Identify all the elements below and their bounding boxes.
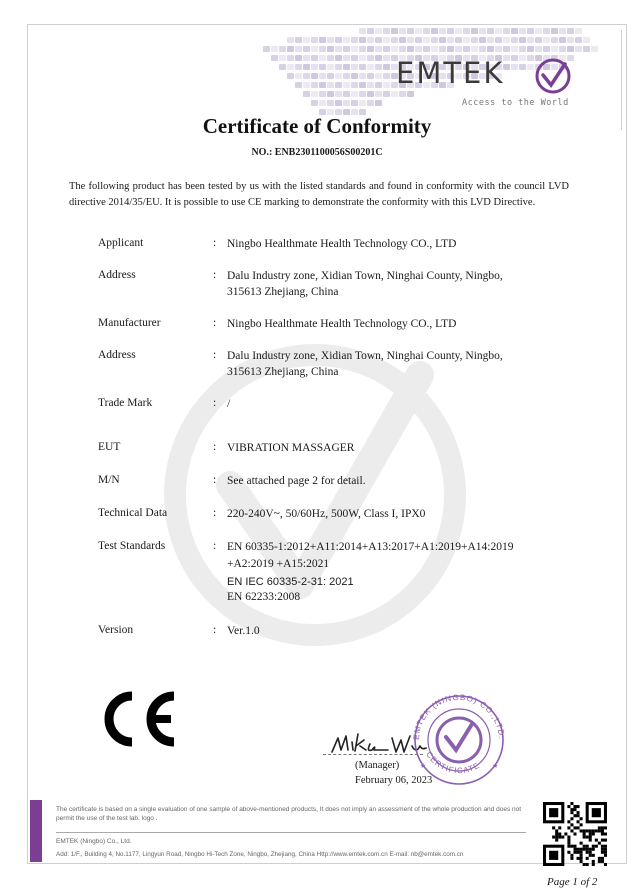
map-dot xyxy=(367,28,374,34)
map-dot xyxy=(407,37,414,43)
map-dot xyxy=(319,64,326,70)
test-standard-line3: EN IEC 60335-2-31: 2021 xyxy=(227,576,354,588)
version-value: Ver.1.0 xyxy=(227,625,260,637)
map-dot xyxy=(311,46,318,52)
map-dot xyxy=(359,28,366,34)
map-dot xyxy=(287,55,294,61)
map-dot xyxy=(319,100,326,106)
map-dot xyxy=(375,28,382,34)
applicant-address-line1: Dalu Industry zone, Xidian Town, Ninghai County, Ningbo, xyxy=(227,270,503,282)
svg-text:★: ★ xyxy=(420,762,427,770)
map-dot xyxy=(511,46,518,52)
map-dot xyxy=(343,73,350,79)
map-dot xyxy=(551,37,558,43)
map-dot xyxy=(351,100,358,106)
map-dot xyxy=(311,82,318,88)
map-dot xyxy=(431,46,438,52)
map-dot xyxy=(327,91,334,97)
trade-mark-value: / xyxy=(227,398,231,410)
map-dot xyxy=(319,82,326,88)
map-dot xyxy=(343,64,350,70)
map-dot xyxy=(311,64,318,70)
brand-name: EMTEK xyxy=(396,56,505,90)
map-dot xyxy=(343,91,350,97)
map-dot xyxy=(311,73,318,79)
map-dot xyxy=(287,64,294,70)
map-dot xyxy=(487,28,494,34)
map-dot xyxy=(295,82,302,88)
map-dot xyxy=(495,46,502,52)
map-dot xyxy=(543,37,550,43)
map-dot xyxy=(359,55,366,61)
map-dot xyxy=(375,46,382,52)
map-dot xyxy=(567,37,574,43)
map-dot xyxy=(583,46,590,52)
emtek-logo xyxy=(396,56,586,116)
map-dot xyxy=(319,37,326,43)
map-dot xyxy=(527,37,534,43)
map-dot xyxy=(535,46,542,52)
address-label: Address xyxy=(98,269,136,281)
map-dot xyxy=(479,37,486,43)
map-dot xyxy=(399,37,406,43)
map-dot xyxy=(295,73,302,79)
map-dot xyxy=(383,73,390,79)
map-dot xyxy=(311,91,318,97)
map-dot xyxy=(327,55,334,61)
map-dot xyxy=(407,46,414,52)
map-dot xyxy=(359,82,366,88)
map-dot xyxy=(383,82,390,88)
qr-code-icon xyxy=(543,802,607,866)
map-dot xyxy=(423,37,430,43)
map-dot xyxy=(447,28,454,34)
map-dot xyxy=(343,46,350,52)
map-dot xyxy=(343,100,350,106)
manufacturer-address-line1: Dalu Industry zone, Xidian Town, Ninghai County, Ningbo, xyxy=(227,350,503,362)
certificate-title: Certificate of Conformity xyxy=(202,114,432,138)
map-dot xyxy=(303,91,310,97)
footer-disclaimer: The certificate is based on a single evaluation of one sample of above-mentioned products, It does not imply an assessment of the whole production and does not permit the use of the test lab. logo . xyxy=(56,806,522,822)
separator: : xyxy=(213,317,217,329)
map-dot xyxy=(359,91,366,97)
map-dot xyxy=(359,37,366,43)
manufacturer-address-line2: 315613 Zhejiang, China xyxy=(227,366,339,378)
map-dot xyxy=(383,64,390,70)
map-dot xyxy=(335,100,342,106)
map-dot xyxy=(391,28,398,34)
map-dot xyxy=(343,55,350,61)
map-dot xyxy=(487,46,494,52)
map-dot xyxy=(487,37,494,43)
map-dot xyxy=(575,37,582,43)
map-dot xyxy=(519,28,526,34)
test-standard-line2: +A2:2019 +A15:2021 xyxy=(227,558,330,570)
map-dot xyxy=(559,46,566,52)
map-dot xyxy=(279,46,286,52)
test-standard-line1: EN 60335-1:2012+A11:2014+A13:2017+A1:2019+A14:2019 xyxy=(227,541,514,553)
map-dot xyxy=(511,28,518,34)
signatory-title: (Manager) xyxy=(355,760,400,771)
svg-text:EMTEK (NINGBO) CO.,LTD.: EMTEK (NINGBO) CO.,LTD. xyxy=(411,692,507,741)
map-dot xyxy=(383,91,390,97)
map-dot xyxy=(367,100,374,106)
map-dot xyxy=(575,28,582,34)
map-dot xyxy=(455,28,462,34)
map-dot xyxy=(319,46,326,52)
certificate-number: NO.: ENB2301100056S00201C xyxy=(251,147,383,158)
manufacturer-label: Manufacturer xyxy=(98,317,161,329)
map-dot xyxy=(335,55,342,61)
separator: : xyxy=(213,397,217,409)
map-dot xyxy=(295,37,302,43)
map-dot xyxy=(479,46,486,52)
brand-tagline: Access to the World xyxy=(462,98,569,108)
map-dot xyxy=(583,37,590,43)
map-dot xyxy=(335,46,342,52)
map-dot xyxy=(351,37,358,43)
map-dot xyxy=(303,64,310,70)
watermark-check-icon xyxy=(160,335,470,655)
map-dot xyxy=(535,28,542,34)
map-dot xyxy=(455,46,462,52)
map-dot xyxy=(375,91,382,97)
map-dot xyxy=(351,91,358,97)
map-dot xyxy=(311,100,318,106)
map-dot xyxy=(559,37,566,43)
map-dot xyxy=(367,82,374,88)
map-dot xyxy=(375,55,382,61)
map-dot xyxy=(343,82,350,88)
map-dot xyxy=(439,46,446,52)
version-label: Version xyxy=(98,624,134,636)
map-dot xyxy=(367,73,374,79)
map-dot xyxy=(351,73,358,79)
map-dot xyxy=(375,37,382,43)
footer-address: Add: 1/F., Building 4, No.1177, Lingyun Road, Ningbo Hi-Tech Zone, Ningbo, Zhejiang, China Http://www.emtek.com.cn E-mail: nb@emtek.com.cn xyxy=(56,851,464,858)
map-dot xyxy=(311,37,318,43)
address-label: Address xyxy=(98,349,136,361)
map-dot xyxy=(311,55,318,61)
separator: : xyxy=(213,624,217,636)
map-dot xyxy=(295,46,302,52)
applicant-address-line2: 315613 Zhejiang, China xyxy=(227,286,339,298)
map-dot xyxy=(551,46,558,52)
map-dot xyxy=(463,28,470,34)
map-dot xyxy=(567,28,574,34)
map-dot xyxy=(367,46,374,52)
map-dot xyxy=(359,73,366,79)
map-dot xyxy=(351,64,358,70)
map-dot xyxy=(351,46,358,52)
eut-label: EUT xyxy=(98,441,121,453)
map-dot xyxy=(359,46,366,52)
map-dot xyxy=(527,28,534,34)
map-dot xyxy=(431,28,438,34)
map-dot xyxy=(479,28,486,34)
map-dot xyxy=(367,55,374,61)
map-dot xyxy=(319,73,326,79)
map-dot xyxy=(335,73,342,79)
separator: : xyxy=(213,269,217,281)
map-dot xyxy=(431,37,438,43)
map-dot xyxy=(463,46,470,52)
map-dot xyxy=(471,46,478,52)
map-dot xyxy=(287,46,294,52)
map-dot xyxy=(591,46,598,52)
map-dot xyxy=(503,28,510,34)
map-dot xyxy=(399,28,406,34)
map-dot xyxy=(391,46,398,52)
map-dot xyxy=(559,28,566,34)
map-dot xyxy=(423,46,430,52)
map-dot xyxy=(359,64,366,70)
map-dot xyxy=(327,100,334,106)
map-dot xyxy=(327,64,334,70)
separator: : xyxy=(213,507,217,519)
map-dot xyxy=(495,37,502,43)
issue-date: February 06, 2023 xyxy=(355,775,433,786)
map-dot xyxy=(495,28,502,34)
page-number: Page 1 of 2 xyxy=(547,876,598,888)
map-dot xyxy=(551,28,558,34)
map-dot xyxy=(351,82,358,88)
map-dot xyxy=(447,46,454,52)
model-number-label: M/N xyxy=(98,474,120,486)
map-dot xyxy=(503,37,510,43)
map-dot xyxy=(391,37,398,43)
map-dot xyxy=(271,46,278,52)
company-seal-stamp xyxy=(404,688,514,788)
map-dot xyxy=(327,37,334,43)
map-dot xyxy=(335,82,342,88)
map-dot xyxy=(287,37,294,43)
map-dot xyxy=(327,73,334,79)
map-dot xyxy=(383,37,390,43)
map-dot xyxy=(367,64,374,70)
checkmark-circle-icon xyxy=(534,56,574,96)
map-dot xyxy=(503,46,510,52)
map-dot xyxy=(303,55,310,61)
trade-mark-label: Trade Mark xyxy=(98,397,153,409)
intro-paragraph: The following product has been tested by us with the listed standards and found in conformity with the council LVD directive 2014/35/EU. It is possible to use CE marking to demonstrate the conformity with this LVD Directive. xyxy=(69,181,569,208)
footer-divider xyxy=(56,832,526,833)
map-dot xyxy=(367,91,374,97)
svg-text:CERTIFICATE: CERTIFICATE xyxy=(424,750,482,776)
eut-value: VIBRATION MASSAGER xyxy=(227,442,355,454)
map-dot xyxy=(415,46,422,52)
map-dot xyxy=(463,37,470,43)
map-dot xyxy=(351,55,358,61)
map-dot xyxy=(543,46,550,52)
separator: : xyxy=(213,441,217,453)
map-dot xyxy=(303,73,310,79)
map-dot xyxy=(423,28,430,34)
map-dot xyxy=(527,46,534,52)
map-dot xyxy=(383,55,390,61)
map-dot xyxy=(415,28,422,34)
map-dot xyxy=(519,46,526,52)
map-dot xyxy=(359,100,366,106)
map-dot xyxy=(287,73,294,79)
map-dot xyxy=(319,91,326,97)
map-dot xyxy=(279,55,286,61)
map-dot xyxy=(335,91,342,97)
map-dot xyxy=(295,64,302,70)
map-dot xyxy=(511,37,518,43)
map-dot xyxy=(271,55,278,61)
map-dot xyxy=(471,28,478,34)
map-dot xyxy=(303,46,310,52)
map-dot xyxy=(335,37,342,43)
map-dot xyxy=(447,37,454,43)
map-dot xyxy=(519,37,526,43)
map-dot xyxy=(383,46,390,52)
applicant-label: Applicant xyxy=(98,237,144,249)
map-dot xyxy=(399,46,406,52)
map-dot xyxy=(439,28,446,34)
map-dot xyxy=(327,82,334,88)
map-dot xyxy=(335,64,342,70)
map-dot xyxy=(375,100,382,106)
ce-mark-icon xyxy=(96,690,178,748)
test-standard-line4: EN 62233:2008 xyxy=(227,591,301,603)
map-dot xyxy=(575,46,582,52)
map-dot xyxy=(327,46,334,52)
manufacturer-value: Ningbo Healthmate Health Technology CO., LTD xyxy=(227,318,457,330)
map-dot xyxy=(263,46,270,52)
map-dot xyxy=(407,28,414,34)
map-dot xyxy=(319,55,326,61)
map-dot xyxy=(455,37,462,43)
map-dot xyxy=(375,64,382,70)
test-standards-label: Test Standards xyxy=(98,540,166,552)
footer-company: EMTEK (Ningbo) Co., Ltd. xyxy=(56,838,132,845)
separator: : xyxy=(213,540,217,552)
separator: : xyxy=(213,237,217,249)
svg-text:★: ★ xyxy=(492,762,499,770)
map-dot xyxy=(567,46,574,52)
model-number-value: See attached page 2 for detail. xyxy=(227,475,366,487)
map-dot xyxy=(279,64,286,70)
map-dot xyxy=(471,37,478,43)
footer-accent-bar xyxy=(30,800,42,862)
technical-data-value: 220-240V~, 50/60Hz, 500W, Class I, IPX0 xyxy=(227,508,426,520)
map-dot xyxy=(343,37,350,43)
map-dot xyxy=(375,82,382,88)
map-dot xyxy=(383,28,390,34)
technical-data-label: Technical Data xyxy=(98,507,168,519)
separator: : xyxy=(213,474,217,486)
map-dot xyxy=(375,73,382,79)
map-dot xyxy=(415,37,422,43)
applicant-value: Ningbo Healthmate Health Technology CO., LTD xyxy=(227,238,457,250)
map-dot xyxy=(543,28,550,34)
map-dot xyxy=(303,82,310,88)
separator: : xyxy=(213,349,217,361)
map-dot xyxy=(367,37,374,43)
map-dot xyxy=(303,37,310,43)
map-dot xyxy=(439,37,446,43)
map-dot xyxy=(535,37,542,43)
map-dot xyxy=(295,55,302,61)
